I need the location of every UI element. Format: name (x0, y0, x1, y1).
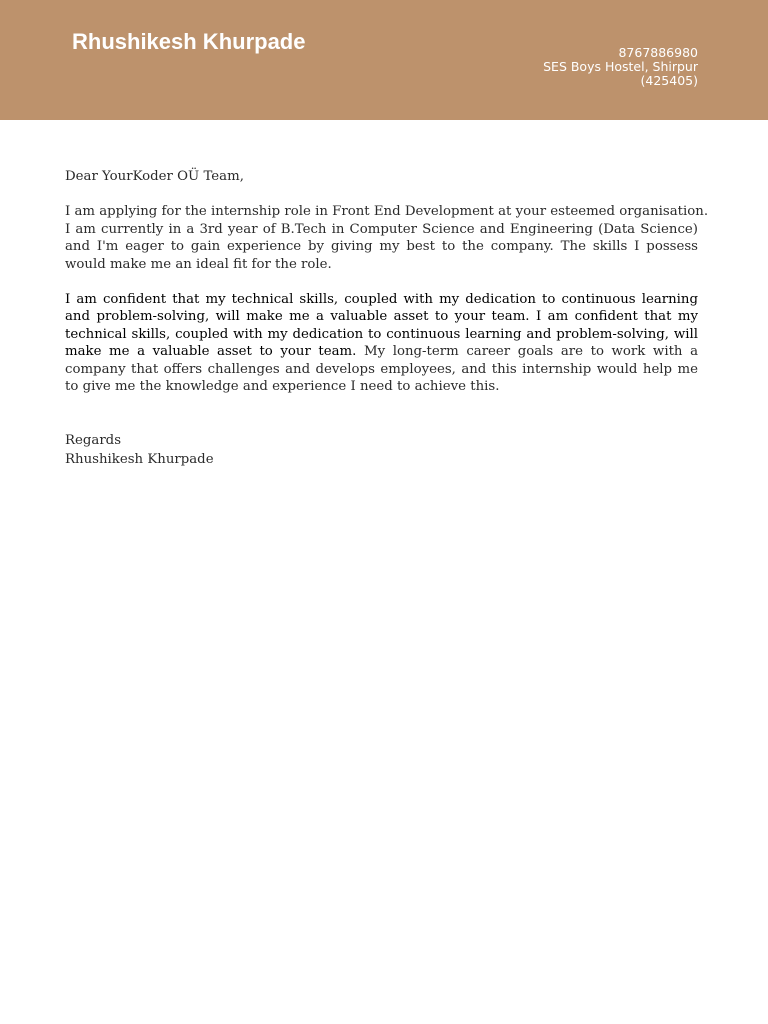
signature-name: Rhushikesh Khurpade (65, 452, 214, 468)
phone-number: 8767886980 (618, 45, 698, 60)
address-line: SES Boys Hostel, Shirpur (543, 59, 698, 74)
paragraph-intro-line: I am applying for the internship role in Front End Development at your esteemed organisation. (65, 204, 709, 220)
contact-block (543, 46, 698, 88)
paragraph-confidence-rest: My long-term career goals are to work with a company that offers challenges and develops employees, and this internship would help me to give me the knowledge and experience I need to achieve this. (65, 344, 698, 395)
letter-body (65, 168, 709, 469)
paragraph-intro (65, 203, 709, 273)
salutation: Dear YourKoder OÜ Team, (65, 169, 244, 184)
letterhead-banner (0, 0, 768, 120)
postal-code: (425405) (640, 73, 698, 88)
closing-block (65, 431, 698, 469)
closing-word: Regards (65, 433, 122, 449)
sender-name: Rhushikesh Khurpade (72, 29, 306, 54)
paragraph-confidence-emphasis: I am confident that my technical skills, coupled with my dedication to continuous learning and problem-solving, will make me a valuable asset to your team. I am confident that my technical skills, coupled with my dedication to continuous learning and problem-solving, will make me a valuable asset to your team. (65, 292, 698, 360)
paragraph-confidence (65, 291, 698, 395)
paragraph-intro-rest: I am currently in a 3rd year of B.Tech in Computer Science and Engineering (Data Science) and I'm eager to gain experience by giving my best to the company. The skills I possess would make me an ideal fit for the role. (65, 221, 698, 272)
